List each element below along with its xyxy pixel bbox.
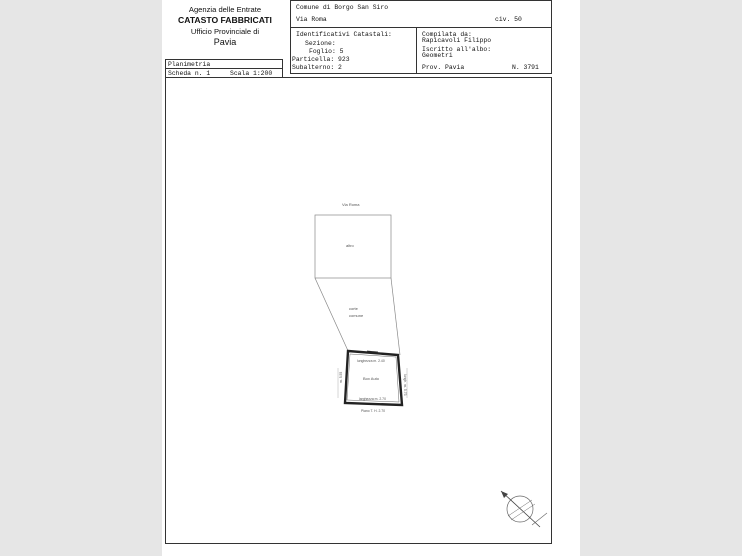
albo-text: Geometri — [422, 52, 453, 59]
dim-bottom-label: larghezza m. 2.70 — [359, 397, 386, 401]
agency-name: Agenzia delle Entrate — [188, 5, 262, 14]
particella-text: Particella: 923 — [292, 56, 350, 63]
courtyard-label-1: corte — [349, 306, 358, 311]
catasto-title: CATASTO FABBRICATI — [178, 15, 272, 25]
street-label: Via Roma — [342, 202, 360, 207]
iscritto-text: Iscritto all'albo: — [422, 46, 492, 53]
dim-right-label: lungh. m. 5.73 — [403, 374, 407, 396]
dim-left-label: m. 5.55 — [339, 371, 343, 383]
courtyard-label-2: comune — [349, 313, 364, 318]
courtyard-left-edge — [315, 278, 349, 353]
comune-text: Comune di Borgo San Siro — [296, 4, 389, 11]
subalterno-text: Subalterno: 2 — [292, 64, 342, 71]
prov-text: Prov. Pavia — [422, 64, 465, 71]
identifiers-title: Identificativi Catastali: — [296, 31, 392, 38]
compilata-text: Compilata da: — [422, 31, 472, 38]
province-label: Pavia — [213, 37, 237, 47]
scheda-label: Scheda n. 1 — [168, 70, 211, 77]
civ-text: civ. 50 — [495, 16, 522, 23]
floor-plan — [162, 0, 580, 556]
via-text: Via Roma — [296, 16, 327, 23]
scala-label: Scala 1:200 — [230, 70, 273, 77]
foglio-text: Foglio: 5 — [309, 48, 344, 55]
garage-label: Box Auto — [363, 376, 380, 381]
sezione-text: Sezione: — [305, 40, 336, 47]
courtyard-right-edge — [391, 278, 400, 355]
cadastral-sheet — [162, 0, 580, 556]
office-label: Ufficio Provinciale di — [190, 27, 260, 36]
numero-text: N. 3791 — [512, 64, 539, 71]
planimetria-label: Planimetria — [168, 61, 211, 68]
north-arrow-icon — [501, 491, 547, 527]
floor-label: Piano T. H. 2.70 — [361, 409, 386, 413]
dim-top-label: lunghezza m. 2.40 — [357, 359, 385, 363]
compiler-name: Rapicavoli Filippo — [422, 37, 492, 44]
room-top-label: altro — [346, 243, 354, 248]
